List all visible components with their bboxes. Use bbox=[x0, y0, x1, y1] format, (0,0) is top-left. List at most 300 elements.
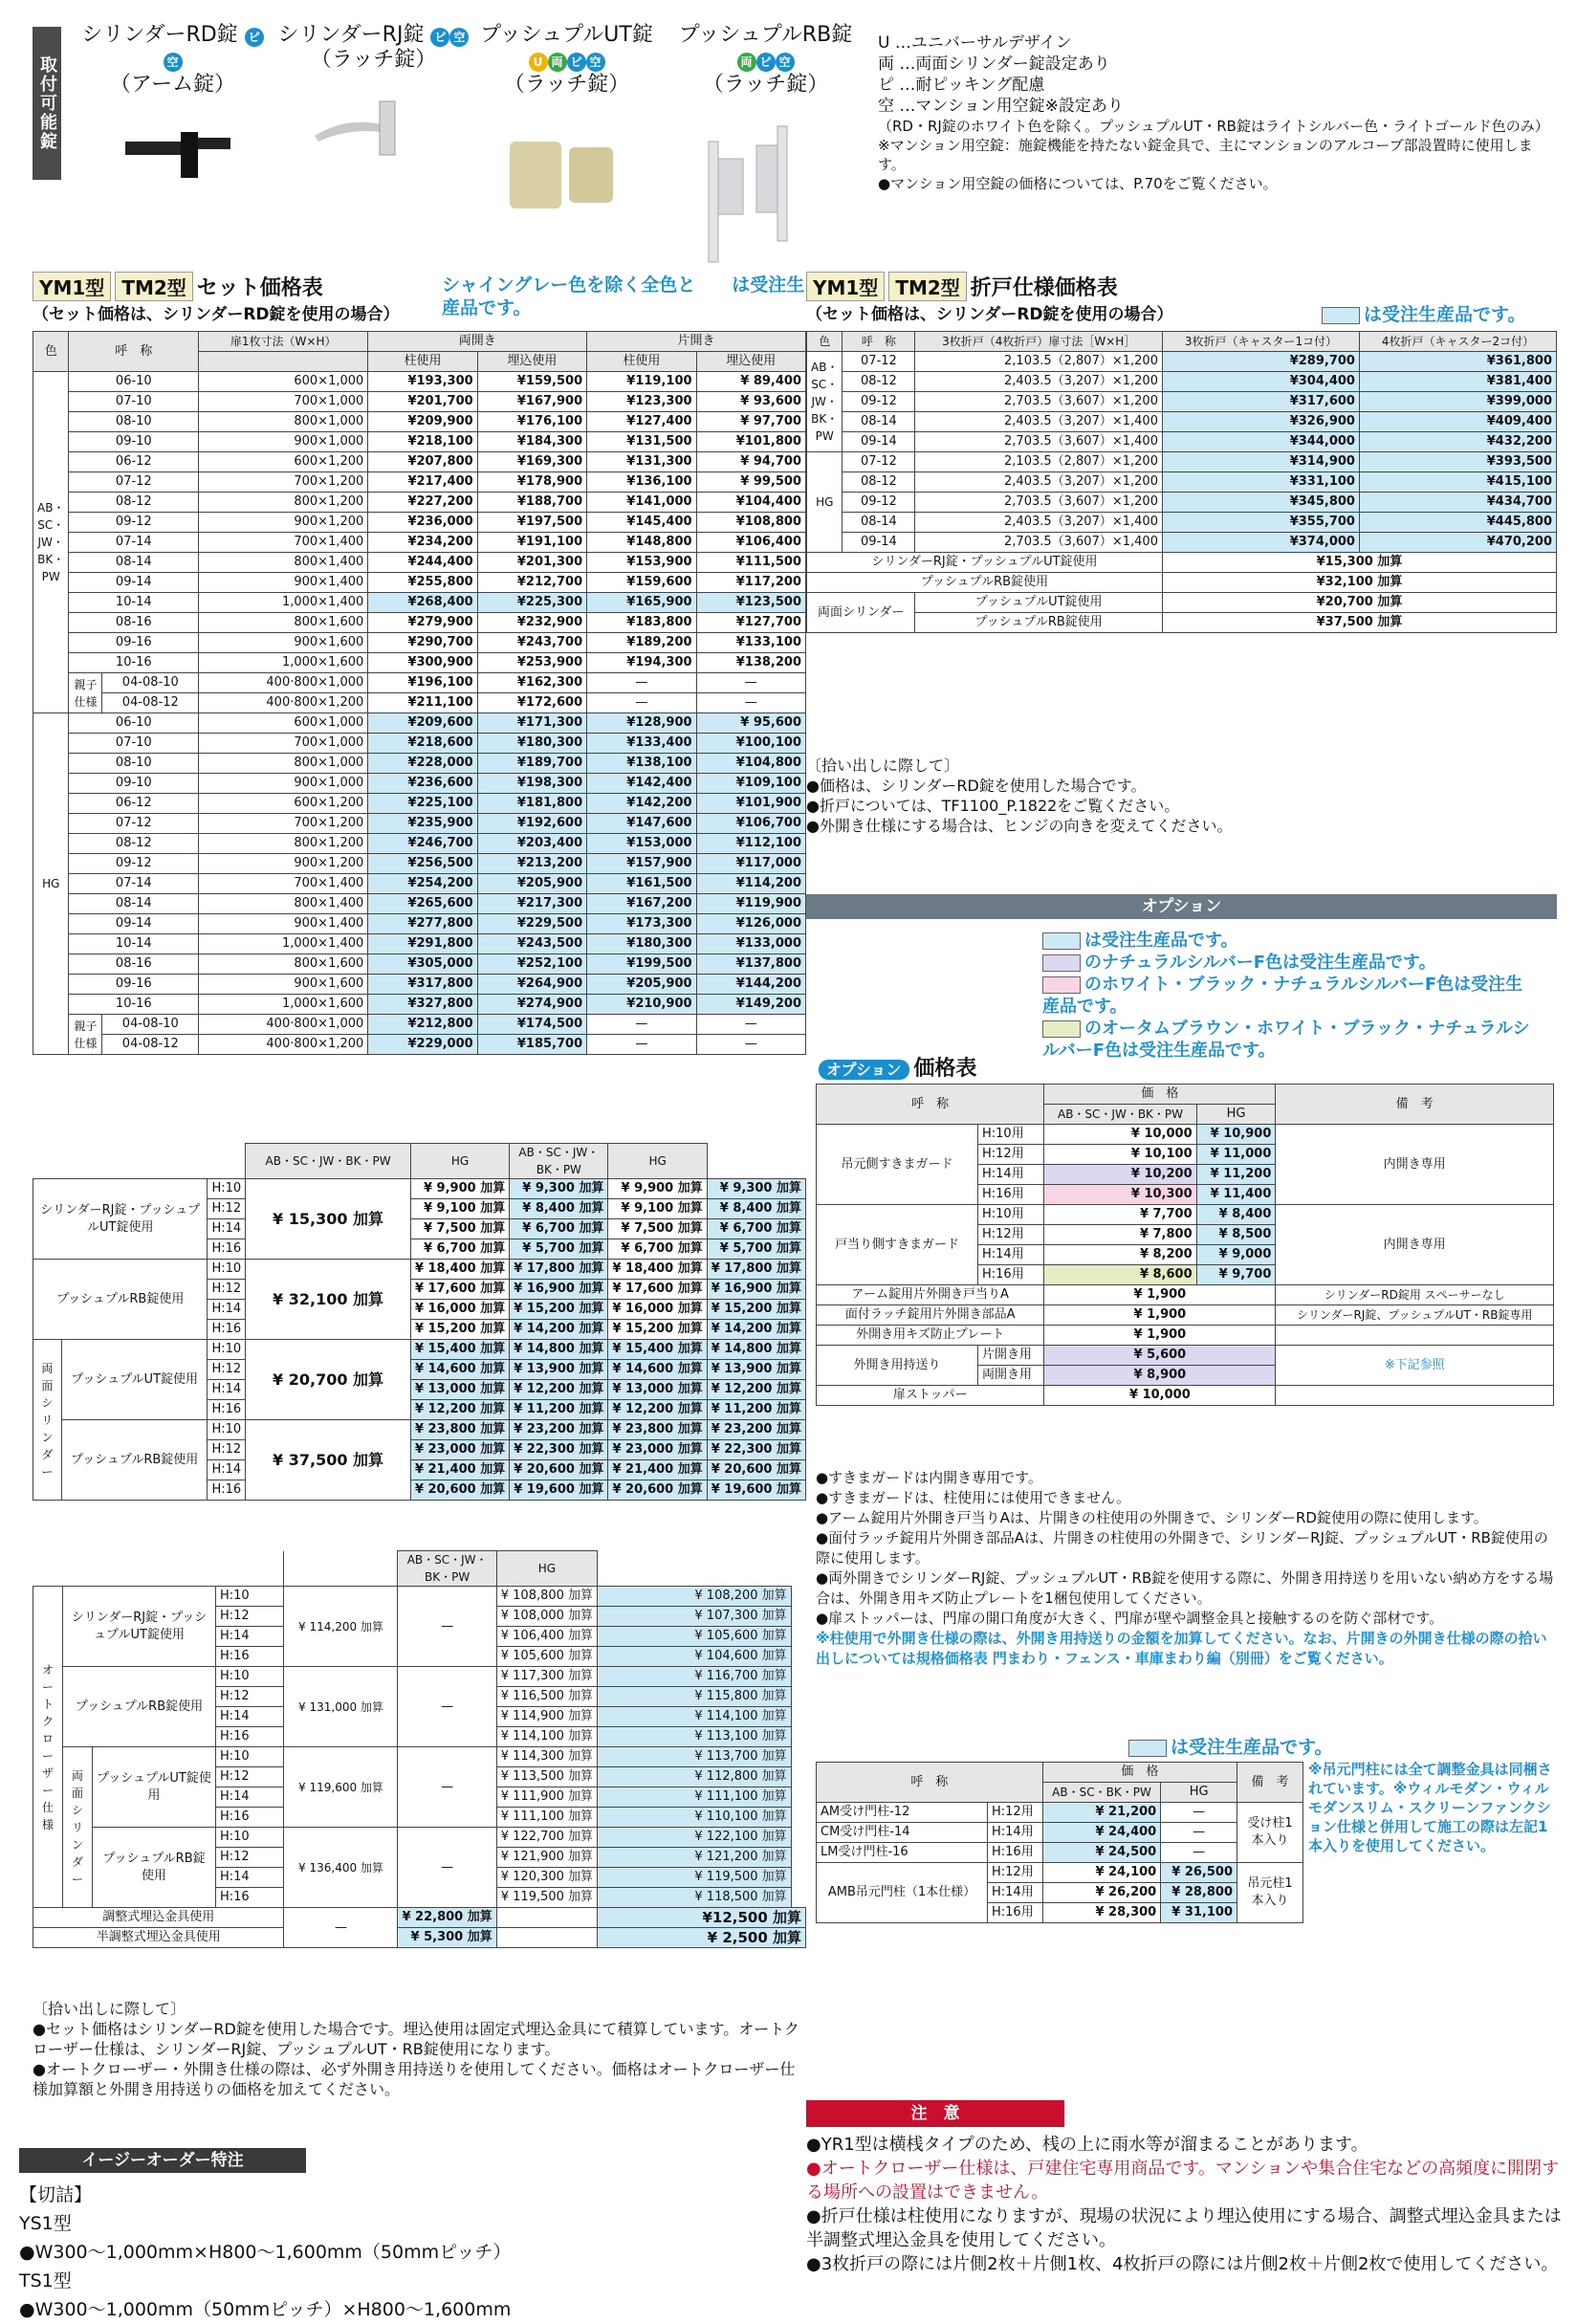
option-notes bbox=[816, 1468, 1557, 1669]
door-size: 900×1,400 bbox=[199, 914, 368, 934]
price-double-pillar: ¥279,900 bbox=[368, 613, 477, 633]
price-4fold: ¥399,000 bbox=[1359, 392, 1556, 412]
door-size: 400·800×1,000 bbox=[199, 673, 368, 693]
price-3fold: ¥304,400 bbox=[1162, 372, 1359, 392]
model-code: 08-14 bbox=[69, 894, 199, 914]
guard-price-a: ¥ 10,100 bbox=[1044, 1145, 1196, 1165]
note-line: ●扉ストッパーは、門扉の開口角度が大きく、門扉が壁や調整金具と接触するのを防ぐ部材です。 bbox=[816, 1610, 1444, 1627]
lock-badge-icon: ピ bbox=[756, 53, 776, 72]
table-row bbox=[33, 573, 806, 593]
blank bbox=[284, 1551, 398, 1587]
price-double-pillar: ¥229,000 bbox=[368, 1035, 477, 1055]
col-embed: 埋込使用 bbox=[477, 352, 586, 372]
price-double-embed: ¥185,700 bbox=[477, 1035, 586, 1055]
model-code: 09-12 bbox=[843, 392, 915, 412]
addon-group-name: プッシュプルRB錠使用 bbox=[61, 1420, 208, 1501]
col-head: 3枚折戸（4枚折戸）扉寸法［W×H］ bbox=[915, 332, 1163, 352]
addon-price: ¥ 23,800 加算 bbox=[410, 1420, 509, 1440]
addon-price: ¥ 23,000 加算 bbox=[410, 1440, 509, 1460]
price-double-pillar: ¥265,600 bbox=[368, 894, 477, 914]
addon-price: ¥ 14,200 加算 bbox=[510, 1320, 608, 1340]
pillar-price-hg: — bbox=[1161, 1843, 1237, 1863]
color-group: HG bbox=[33, 713, 69, 1055]
price-double-embed: ¥181,800 bbox=[477, 794, 586, 814]
closer-group-name: プッシュプルRB錠使用 bbox=[63, 1667, 216, 1747]
closer-price: ¥ 106,400 加算 bbox=[496, 1627, 597, 1647]
price-single-embed: ¥101,800 bbox=[696, 432, 805, 452]
col-color-hg: HG bbox=[1161, 1783, 1237, 1803]
table-row bbox=[807, 372, 1557, 392]
price-single-embed: ¥ 97,700 bbox=[696, 412, 805, 432]
table-row bbox=[33, 493, 806, 513]
col-color: 色 bbox=[33, 332, 69, 372]
set-price-table bbox=[33, 331, 806, 1055]
set-notes bbox=[33, 1999, 807, 2099]
pillar-name: AM受け門柱-12 bbox=[817, 1803, 988, 1823]
table-row bbox=[807, 432, 1557, 452]
height: H:12 bbox=[208, 1199, 246, 1219]
adjust-name: 調整式埋込金具使用 bbox=[33, 1908, 284, 1928]
price-3fold: ¥355,700 bbox=[1162, 513, 1359, 533]
note-line: ●両外開きでシリンダーRJ錠、プッシュプルUT・RB錠を使用する際に、外開き用持送りを用いない納め方をする場合は、外開き用キズ防止プレートを1梱包使用してください。 bbox=[816, 1569, 1554, 1607]
closer-double-price: ¥ 114,200 加算 bbox=[284, 1587, 398, 1667]
model-code: 09-12 bbox=[69, 854, 199, 874]
carry-name: 外開き用持送り bbox=[817, 1346, 978, 1386]
price-single-embed: — bbox=[696, 1035, 805, 1055]
legend-line: 両 …両面シリンダー錠設定あり bbox=[878, 55, 1110, 74]
closer-price: ¥ 122,100 加算 bbox=[598, 1828, 792, 1848]
legend-swatch bbox=[1042, 1020, 1081, 1038]
guard-price-a: ¥ 7,700 bbox=[1044, 1205, 1196, 1225]
price-double-pillar: ¥209,600 bbox=[368, 713, 477, 734]
model-code: 09-16 bbox=[69, 975, 199, 995]
closer-price: ¥ 114,100 加算 bbox=[496, 1727, 597, 1747]
door-size: 900×1,600 bbox=[199, 975, 368, 995]
table-row bbox=[33, 412, 806, 432]
price-single-pillar: ¥173,300 bbox=[587, 914, 696, 934]
price-single-embed: — bbox=[696, 673, 805, 693]
price-double-embed: ¥205,900 bbox=[477, 874, 586, 894]
guard-height: H:10用 bbox=[978, 1125, 1044, 1145]
table-row bbox=[33, 1035, 806, 1055]
price-double-embed: ¥243,700 bbox=[477, 633, 586, 653]
addon-price: ¥ 13,000 加算 bbox=[608, 1380, 707, 1400]
door-size: 2,103.5（2,807）×1,200 bbox=[915, 352, 1163, 372]
double-price: ¥37,500 加算 bbox=[1162, 613, 1556, 633]
guard-height: H:16用 bbox=[978, 1265, 1044, 1285]
model-code: 06-12 bbox=[69, 794, 199, 814]
height: H:10 bbox=[216, 1587, 284, 1607]
tag-tm2: TM2型 bbox=[115, 272, 192, 301]
table-row bbox=[807, 412, 1557, 432]
option-legend bbox=[1042, 930, 1540, 1062]
table-row bbox=[807, 493, 1557, 513]
closer-price: ¥ 117,300 加算 bbox=[496, 1667, 597, 1687]
blank bbox=[791, 1868, 805, 1888]
height: H:14 bbox=[216, 1707, 284, 1727]
guard-name: 吊元側すきまガード bbox=[817, 1125, 978, 1205]
model-code: 08-16 bbox=[69, 954, 199, 975]
blue-swatch bbox=[1322, 307, 1360, 324]
guard-height: H:12用 bbox=[978, 1225, 1044, 1245]
price-single-embed: ¥137,800 bbox=[696, 954, 805, 975]
lock-type: （ラッチ錠） bbox=[702, 73, 829, 97]
price-4fold: ¥432,200 bbox=[1359, 432, 1556, 452]
height: H:16 bbox=[216, 1647, 284, 1667]
price-single-embed: ¥112,100 bbox=[696, 834, 805, 854]
table-row bbox=[817, 1863, 1303, 1883]
price-double-pillar: ¥217,400 bbox=[368, 472, 477, 493]
lock-image bbox=[469, 103, 665, 222]
door-size: 900×1,200 bbox=[199, 513, 368, 533]
lock-legend bbox=[878, 33, 1547, 193]
door-size: 700×1,200 bbox=[199, 472, 368, 493]
closer-dash: — bbox=[398, 1587, 496, 1667]
fold-price-title: 折戸仕様価格表 bbox=[970, 276, 1118, 300]
extra-name: プッシュプルRB錠使用 bbox=[807, 573, 1163, 593]
lock-image bbox=[275, 78, 471, 168]
legend-line: 空 …マンション用空錠※設定あり bbox=[878, 97, 1124, 116]
col-embed: 埋込使用 bbox=[696, 352, 805, 372]
col-color-hg: HG bbox=[1196, 1105, 1276, 1125]
set-price-heading bbox=[33, 272, 323, 301]
model-code: 07-10 bbox=[69, 392, 199, 412]
caution-line: ●3枚折戸の際には片側2枚＋片側1枚、4枚折戸の際には片側2枚＋片側2枚で使用してください。 bbox=[806, 2254, 1559, 2274]
amb-name: AMB吊元門柱（1本仕様） bbox=[817, 1863, 988, 1923]
door-size: 800×1,400 bbox=[199, 553, 368, 573]
addon-group-name: シリンダーRJ錠・プッシュプルUT錠使用 bbox=[33, 1179, 208, 1260]
closer-double-price: ¥ 131,000 加算 bbox=[284, 1667, 398, 1747]
addon-price: ¥ 6,700 加算 bbox=[707, 1219, 805, 1239]
table-row bbox=[33, 814, 806, 834]
lock-type: （ラッチ錠） bbox=[503, 73, 630, 97]
table-row bbox=[817, 1386, 1554, 1406]
price-4fold: ¥415,100 bbox=[1359, 472, 1556, 493]
parent-label: 親子仕様 bbox=[69, 673, 102, 713]
model-code: 08-12 bbox=[843, 472, 915, 493]
pillar-note-2: 吊元柱1本入り bbox=[1237, 1863, 1303, 1923]
col-price: 価 格 bbox=[1044, 1085, 1276, 1105]
closer-group-name: プッシュプルUT錠使用 bbox=[93, 1747, 216, 1828]
pillar-name: LM受け門柱-16 bbox=[817, 1843, 988, 1863]
table-row bbox=[33, 533, 806, 553]
price-single-pillar: ¥157,900 bbox=[587, 854, 696, 874]
addon-price: ¥ 14,600 加算 bbox=[608, 1360, 707, 1380]
price-double-embed: ¥180,300 bbox=[477, 734, 586, 754]
table-row bbox=[33, 754, 806, 774]
closer-double-price: ¥ 119,600 加算 bbox=[284, 1747, 398, 1828]
blank bbox=[1276, 1386, 1554, 1406]
guard-price-hg: ¥ 9,700 bbox=[1196, 1265, 1276, 1285]
table-row bbox=[817, 1346, 1554, 1366]
closer-price: ¥ 111,900 加算 bbox=[496, 1787, 597, 1808]
price-double-embed: ¥217,300 bbox=[477, 894, 586, 914]
blank bbox=[33, 1144, 246, 1179]
addon-price: ¥ 9,100 加算 bbox=[608, 1199, 707, 1219]
price-3fold: ¥345,800 bbox=[1162, 493, 1359, 513]
adjust-name: 半調整式埋込金具使用 bbox=[33, 1928, 284, 1948]
model-code: 06-10 bbox=[69, 372, 199, 392]
addon-price: ¥ 17,600 加算 bbox=[608, 1280, 707, 1300]
table-row bbox=[33, 513, 806, 533]
table-row bbox=[33, 774, 806, 794]
tag-ym1: YM1型 bbox=[33, 272, 111, 301]
blank bbox=[791, 1727, 805, 1747]
extra-price: ¥15,300 加算 bbox=[1162, 553, 1556, 573]
guard-height: H:14用 bbox=[978, 1245, 1044, 1265]
guard-price-a: ¥ 8,600 bbox=[1044, 1265, 1196, 1285]
price-single-pillar: ¥189,200 bbox=[587, 633, 696, 653]
note-line: ●すきまガードは、柱使用には使用できません。 bbox=[816, 1489, 1130, 1506]
blank bbox=[496, 1908, 597, 1928]
price-double-pillar: ¥218,100 bbox=[368, 432, 477, 452]
addon-price: ¥ 20,600 加算 bbox=[410, 1480, 509, 1501]
easy-order-lines bbox=[19, 2181, 803, 2324]
addon-price: ¥ 5,700 加算 bbox=[510, 1239, 608, 1260]
lock-name: プッシュプルRB錠 両 ピ 空 bbox=[668, 23, 864, 73]
extra-price: ¥32,100 加算 bbox=[1162, 573, 1556, 593]
price-double-embed: ¥162,300 bbox=[477, 673, 586, 693]
door-size: 2,403.5（3,207）×1,200 bbox=[915, 372, 1163, 392]
blue-swatch-2 bbox=[1128, 1740, 1167, 1757]
lock-badge-icon: 空 bbox=[586, 53, 605, 72]
addon-price: ¥ 15,200 加算 bbox=[510, 1300, 608, 1320]
option-legend-line bbox=[1042, 952, 1540, 974]
price-double-embed: ¥191,100 bbox=[477, 533, 586, 553]
model-code: 04-08-10 bbox=[102, 1015, 199, 1035]
price-single-pillar: ¥205,900 bbox=[587, 975, 696, 995]
table-row bbox=[33, 452, 806, 472]
col-single: 片開き bbox=[587, 332, 806, 352]
price-double-embed: ¥212,700 bbox=[477, 573, 586, 593]
model-code: 06-12 bbox=[69, 452, 199, 472]
addon-price: ¥ 16,900 加算 bbox=[510, 1280, 608, 1300]
price-double-pillar: ¥305,000 bbox=[368, 954, 477, 975]
col-head: HG bbox=[410, 1144, 509, 1179]
blank bbox=[791, 1627, 805, 1647]
closer-price: ¥ 113,100 加算 bbox=[598, 1727, 792, 1747]
addon-price: ¥ 14,600 加算 bbox=[410, 1360, 509, 1380]
lock-card bbox=[668, 23, 864, 291]
legend-text: は受注生産品です。 bbox=[1084, 931, 1238, 951]
door-size: 1,000×1,600 bbox=[199, 995, 368, 1015]
height: H:14 bbox=[216, 1787, 284, 1808]
guard-price-hg: ¥ 11,200 bbox=[1196, 1165, 1276, 1185]
closer-price: ¥ 115,800 加算 bbox=[598, 1687, 792, 1707]
price-double-embed: ¥169,300 bbox=[477, 452, 586, 472]
blank bbox=[791, 1607, 805, 1627]
addon-group-name: プッシュプルRB錠使用 bbox=[33, 1260, 208, 1340]
pillar-table bbox=[816, 1762, 1303, 1923]
table-row bbox=[33, 995, 806, 1015]
lock-badge-icon: ピ bbox=[245, 28, 264, 47]
addon-price: ¥ 6,700 加算 bbox=[410, 1239, 509, 1260]
lock-name: プッシュプルUT錠 U 両 ピ 空 bbox=[469, 23, 665, 73]
price-single-embed: ¥ 93,600 bbox=[696, 392, 805, 412]
height: H:12 bbox=[216, 1848, 284, 1868]
lock-badge-icon: U bbox=[529, 53, 548, 72]
note-line: 〔拾い出しに際して〕 bbox=[33, 2000, 186, 2018]
price-double-embed: ¥198,300 bbox=[477, 774, 586, 794]
misc-note bbox=[1276, 1326, 1554, 1346]
misc-name: 外開き用キズ防止プレート bbox=[817, 1326, 1044, 1346]
price-double-pillar: ¥236,000 bbox=[368, 513, 477, 533]
model-code: 08-12 bbox=[843, 372, 915, 392]
model-code: 08-10 bbox=[69, 754, 199, 774]
misc-name: アーム錠用片外開き戸当りA bbox=[817, 1285, 1044, 1305]
legend-text: のオータムブラウン・ホワイト・ブラック・ナチュラルシルバーF色は受注生産品です。 bbox=[1042, 1019, 1530, 1061]
closer-price: ¥ 108,000 加算 bbox=[496, 1607, 597, 1627]
model-code: 04-08-12 bbox=[102, 693, 199, 713]
price-double-pillar: ¥268,400 bbox=[368, 593, 477, 613]
price-double-pillar: ¥196,100 bbox=[368, 673, 477, 693]
closer-double-price: ¥ 136,400 加算 bbox=[284, 1828, 398, 1908]
door-size: 800×1,400 bbox=[199, 894, 368, 914]
price-single-pillar: ¥145,400 bbox=[587, 513, 696, 533]
price-single-embed: ¥108,800 bbox=[696, 513, 805, 533]
closer-price: ¥ 111,100 加算 bbox=[598, 1787, 792, 1808]
blank bbox=[791, 1808, 805, 1828]
option-bar: オプション bbox=[806, 894, 1557, 919]
addon-price: ¥ 21,400 加算 bbox=[608, 1460, 707, 1480]
price-4fold: ¥434,700 bbox=[1359, 493, 1556, 513]
price-single-embed: — bbox=[696, 693, 805, 713]
addon-price: ¥ 20,600 加算 bbox=[510, 1460, 608, 1480]
model-code: 09-12 bbox=[843, 493, 915, 513]
table-row bbox=[807, 613, 1557, 633]
fold-price-table bbox=[806, 331, 1557, 633]
table-row bbox=[33, 1015, 806, 1035]
price-4fold: ¥361,800 bbox=[1359, 352, 1556, 372]
lock-section-label: 取付可能錠 bbox=[33, 27, 61, 180]
price-double-pillar: ¥234,200 bbox=[368, 533, 477, 553]
price-single-embed: ¥ 89,400 bbox=[696, 372, 805, 392]
blank bbox=[496, 1928, 597, 1948]
price-single-pillar: ¥161,500 bbox=[587, 874, 696, 894]
price-single-pillar: ¥147,600 bbox=[587, 814, 696, 834]
price-double-pillar: ¥290,700 bbox=[368, 633, 477, 653]
closer-price: ¥ 121,900 加算 bbox=[496, 1848, 597, 1868]
addon-price: ¥ 7,500 加算 bbox=[608, 1219, 707, 1239]
addon-price: ¥ 18,400 加算 bbox=[608, 1260, 707, 1280]
height: H:16 bbox=[208, 1239, 246, 1260]
price-double-embed: ¥188,700 bbox=[477, 493, 586, 513]
legend-text: のホワイト・ブラック・ナチュラルシルバーF色は受注生産品です。 bbox=[1042, 975, 1523, 1017]
price-double-pillar: ¥244,400 bbox=[368, 553, 477, 573]
model-code: 09-10 bbox=[69, 774, 199, 794]
table-row bbox=[33, 1667, 806, 1687]
caution-bar: 注 意 bbox=[806, 2100, 1064, 2127]
price-double-pillar: ¥327,800 bbox=[368, 995, 477, 1015]
price-single-embed: ¥106,700 bbox=[696, 814, 805, 834]
price-double-embed: ¥172,600 bbox=[477, 693, 586, 713]
price-3fold: ¥344,000 bbox=[1162, 432, 1359, 452]
price-double-embed: ¥159,500 bbox=[477, 372, 586, 392]
easy-order-line: TS1型 bbox=[19, 2270, 72, 2291]
closer-price: ¥ 108,200 加算 bbox=[598, 1587, 792, 1607]
price-double-embed: ¥225,300 bbox=[477, 593, 586, 613]
door-size: 1,000×1,600 bbox=[199, 653, 368, 673]
option-title: オプション 価格表 bbox=[819, 1052, 976, 1082]
height: H:10 bbox=[216, 1828, 284, 1848]
model-code: 09-14 bbox=[843, 432, 915, 452]
model-code: 07-14 bbox=[69, 874, 199, 894]
table-row bbox=[807, 573, 1557, 593]
pillar-height: H:12用 bbox=[988, 1803, 1043, 1823]
fold-double-label: 両面シリンダー bbox=[807, 593, 915, 633]
legend-swatch bbox=[1042, 954, 1081, 972]
model-code: 10-14 bbox=[69, 934, 199, 954]
closer-price: ¥ 114,300 加算 bbox=[496, 1747, 597, 1767]
legend-line: ●マンション用空錠の価格については、P.70をご覧ください。 bbox=[878, 175, 1278, 192]
lock-image bbox=[75, 103, 271, 193]
col-head: AB・SC・JW・BK・PW bbox=[398, 1551, 496, 1587]
price-single-embed: ¥126,000 bbox=[696, 914, 805, 934]
price-single-pillar: ¥133,400 bbox=[587, 734, 696, 754]
fold-price-heading bbox=[806, 272, 1118, 301]
guard-price-a: ¥ 10,000 bbox=[1044, 1125, 1196, 1145]
legend-line: ※マンション用空錠：施錠機能を持たない錠金具で、主にマンションのアルコーブ部設置時に使用します。 bbox=[878, 137, 1533, 173]
model-code: 07-10 bbox=[69, 734, 199, 754]
col-remark: 備 考 bbox=[1237, 1763, 1303, 1803]
door-size: 1,000×1,400 bbox=[199, 593, 368, 613]
price-single-pillar: ¥183,800 bbox=[587, 613, 696, 633]
addon-price: ¥ 11,200 加算 bbox=[707, 1400, 805, 1420]
height: H:16 bbox=[216, 1808, 284, 1828]
lock-badge-icon: ピ bbox=[567, 53, 586, 72]
price-single-pillar: ¥153,900 bbox=[587, 553, 696, 573]
adjust-price-b: ¥12,500 加算 bbox=[598, 1908, 806, 1928]
addon-price: ¥ 9,300 加算 bbox=[707, 1179, 805, 1199]
price-single-pillar: ¥127,400 bbox=[587, 412, 696, 432]
misc-name: 面付ラッチ錠用片外開き部品A bbox=[817, 1305, 1044, 1326]
model-code: 10-16 bbox=[69, 653, 199, 673]
height: H:12 bbox=[208, 1440, 246, 1460]
misc-price: ¥ 1,900 bbox=[1044, 1305, 1276, 1326]
price-single-pillar: ¥167,200 bbox=[587, 894, 696, 914]
addon-price: ¥ 17,600 加算 bbox=[410, 1280, 509, 1300]
addon-price: ¥ 16,000 加算 bbox=[608, 1300, 707, 1320]
note-line: ●折戸については、TF1100_P.1822をご覧ください。 bbox=[806, 797, 1180, 815]
price-double-embed: ¥184,300 bbox=[477, 432, 586, 452]
price-single-pillar: ¥136,100 bbox=[587, 472, 696, 493]
pillar-price-hg: — bbox=[1161, 1823, 1237, 1843]
pillar-height: H:12用 bbox=[988, 1863, 1043, 1883]
model-code: 10-14 bbox=[69, 593, 199, 613]
addon-price: ¥ 6,700 加算 bbox=[608, 1239, 707, 1260]
price-double-embed: ¥167,900 bbox=[477, 392, 586, 412]
price-4fold: ¥381,400 bbox=[1359, 372, 1556, 392]
price-double-embed: ¥192,600 bbox=[477, 814, 586, 834]
price-double-pillar: ¥193,300 bbox=[368, 372, 477, 392]
lock-card bbox=[469, 23, 665, 291]
price-double-embed: ¥229,500 bbox=[477, 914, 586, 934]
price-4fold: ¥445,800 bbox=[1359, 513, 1556, 533]
table-row bbox=[807, 472, 1557, 493]
door-size: 400·800×1,000 bbox=[199, 1015, 368, 1035]
carry-type: 両開き用 bbox=[978, 1366, 1044, 1386]
blank bbox=[791, 1647, 805, 1667]
height: H:12 bbox=[216, 1767, 284, 1787]
set-price-title: セット価格表 bbox=[196, 276, 323, 300]
misc-note: シリンダーRJ錠、プッシュプルUT・RB錠専用 bbox=[1276, 1305, 1554, 1326]
door-size: 2,403.5（3,207）×1,400 bbox=[915, 412, 1163, 432]
closer-price: ¥ 114,100 加算 bbox=[598, 1707, 792, 1727]
blank bbox=[598, 1551, 806, 1587]
guard-price-hg: ¥ 8,400 bbox=[1196, 1205, 1276, 1225]
model-code: 09-14 bbox=[843, 533, 915, 553]
price-single-pillar: ¥131,500 bbox=[587, 432, 696, 452]
